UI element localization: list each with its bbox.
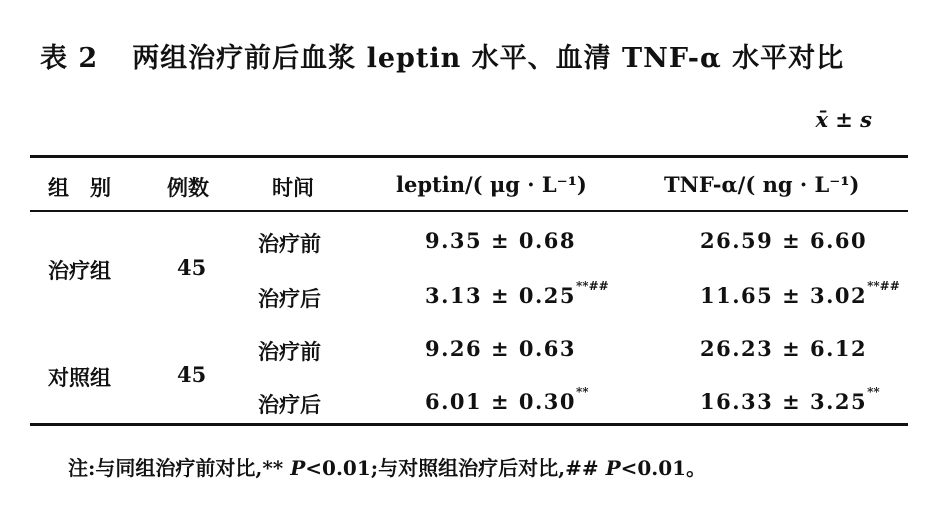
header-tnf: TNF-α/( ng · L⁻¹) — [664, 172, 860, 197]
header-group: 组 别 — [48, 175, 111, 200]
header-leptin: leptin/( μg · L⁻¹) — [396, 172, 587, 197]
header-count: 例数 — [167, 175, 209, 200]
leptin-value: 6.01 ± 0.30** — [425, 385, 589, 414]
group-count: 45 — [177, 255, 207, 280]
header-time: 时间 — [272, 175, 314, 200]
bottom-rule — [30, 423, 908, 426]
group-count: 45 — [177, 362, 207, 387]
tnf-value: 16.33 ± 3.25** — [700, 385, 880, 414]
tnf-value: 11.65 ± 3.02**## — [700, 279, 900, 308]
significance-mark: ** — [867, 385, 880, 399]
group-name: 治疗组 — [48, 258, 111, 283]
table-number: 表 2 — [40, 43, 99, 74]
significance-mark: **## — [867, 279, 900, 293]
stat-label: x̄ ± s — [815, 107, 872, 132]
row-time: 治疗前 — [258, 231, 321, 256]
table-title — [40, 36, 844, 75]
significance-mark: ** — [576, 385, 589, 399]
tnf-value: 26.59 ± 6.60 — [700, 228, 868, 253]
group-name: 对照组 — [48, 365, 111, 390]
leptin-value: 9.26 ± 0.63 — [425, 336, 577, 361]
table-note: 注:与同组治疗前对比,** P<0.01;与对照组治疗后对比,## P<0.01。 — [68, 456, 707, 480]
header-rule — [30, 210, 908, 212]
leptin-value: 9.35 ± 0.68 — [425, 228, 577, 253]
significance-mark: **## — [576, 279, 609, 293]
row-time: 治疗前 — [258, 339, 321, 364]
tnf-value: 26.23 ± 6.12 — [700, 336, 868, 361]
top-rule — [30, 155, 908, 158]
row-time: 治疗后 — [258, 286, 321, 311]
table-title-text: 两组治疗前后血浆 leptin 水平、血清 TNF-α 水平对比 — [132, 43, 845, 74]
row-time: 治疗后 — [258, 392, 321, 417]
leptin-value: 3.13 ± 0.25**## — [425, 279, 609, 308]
